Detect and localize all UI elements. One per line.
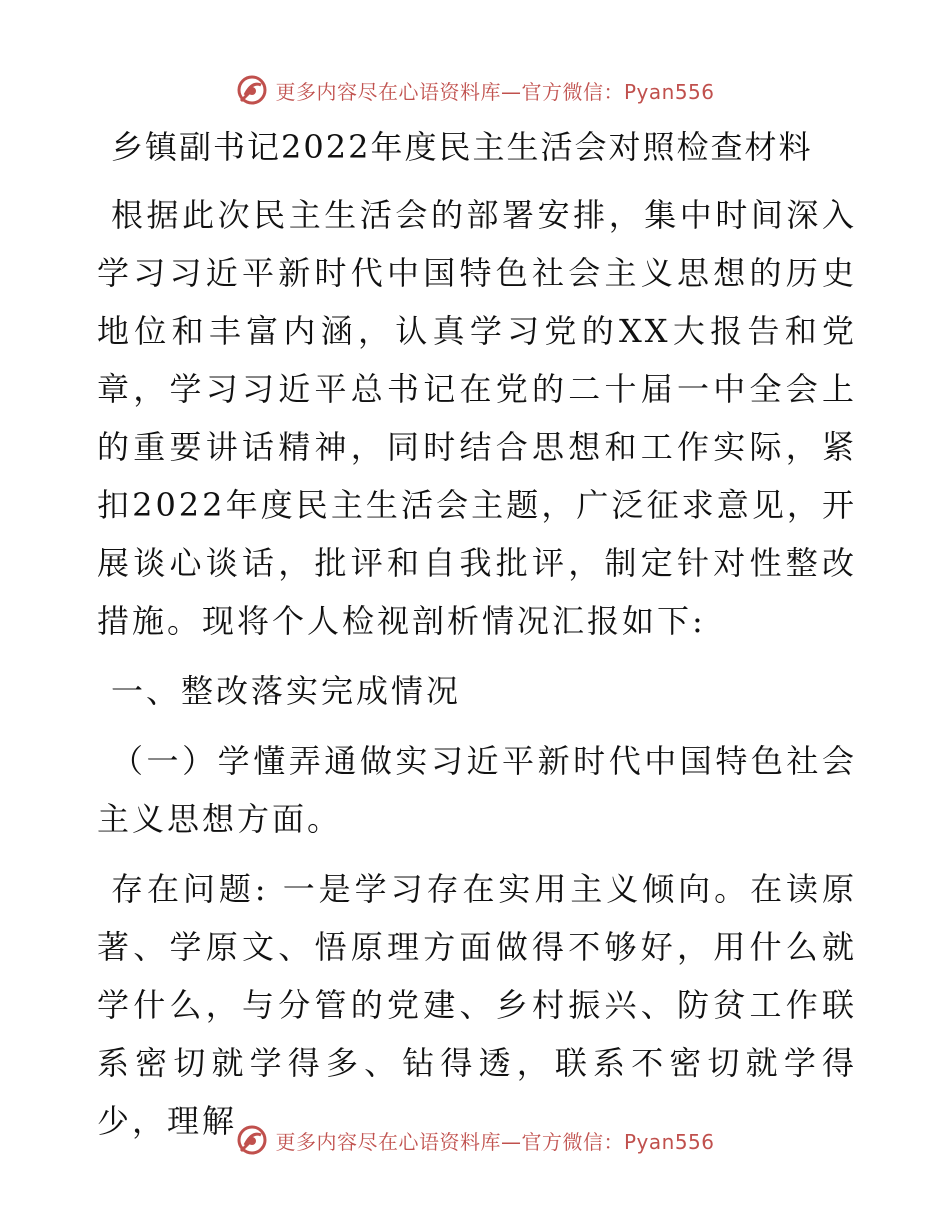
section-heading: 一、整改落实完成情况: [111, 672, 462, 710]
watermark-separator: —: [500, 1129, 522, 1154]
watermark-banner-bottom: [0, 1120, 950, 1160]
document-title: 乡镇副书记2022年度民主生活会对照检查材料: [111, 128, 813, 166]
watermark-wechat-label: 官方微信：: [521, 1129, 624, 1154]
watermark-wechat-id: Pyan556: [623, 79, 715, 104]
watermark-text: 更多内容尽在心语资料库: [275, 79, 501, 104]
watermark-wechat-label: 官方微信：: [521, 79, 624, 104]
logo-icon: [235, 73, 269, 107]
watermark-separator: —: [500, 79, 522, 104]
issue-paragraph: 存在问题: 一是学习存在实用主义倾向。在读原著、学原文、悟原理方面做得不够好，用什么就学什么，与分管的党建、乡村振兴、防贫工作联系密切就学得多、钻得透，联系不密切就学得少，理解: [97, 870, 857, 1140]
subsection-heading: （一）学懂弄通做实习近平新时代中国特色社会主义思想方面。: [97, 742, 857, 838]
watermark-wechat-id: Pyan556: [623, 1129, 715, 1154]
document-body: [97, 118, 857, 1150]
intro-paragraph: 根据此次民主生活会的部署安排，集中时间深入学习习近平新时代中国特色社会主义思想的历史地位和丰富内涵，认真学习党的XX大报告和党章，学习习近平总书记在党的二十届一中全会上的重要讲话精神，同时结合思想和工作实际，紧扣2022年度民主生活会主题，广泛征求意见，开展谈心谈话，批评和自我批评，制定针对性整改措施。现将个人检视剖析情况汇报如下:: [97, 196, 857, 640]
logo-icon: [235, 1123, 269, 1157]
watermark-text: 更多内容尽在心语资料库: [275, 1129, 501, 1154]
watermark-banner-top: [0, 70, 950, 110]
